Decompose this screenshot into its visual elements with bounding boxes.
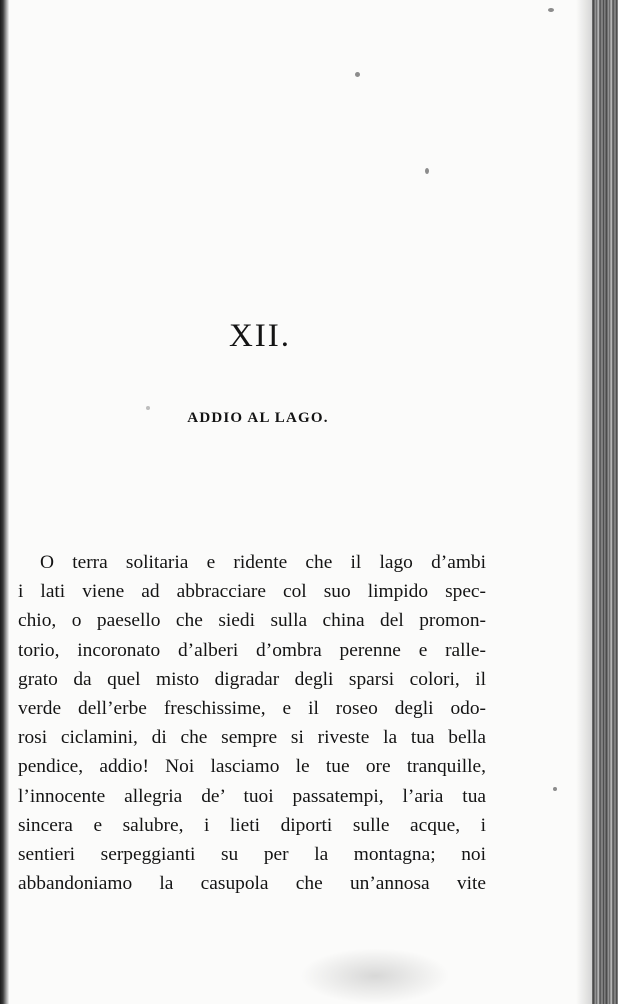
chapter-title: ADDIO AL LAGO.	[187, 410, 329, 426]
paper-speck	[425, 168, 429, 174]
text-line: grato da quel misto digradar degli sparsi colori, il	[18, 668, 486, 690]
text-line: chio, o paesello che siedi sulla china del promon-	[18, 610, 486, 632]
text-line: rosi ciclamini, di che sempre si riveste la tua bella	[18, 727, 486, 749]
paper-speck	[548, 8, 554, 12]
text-line: sentieri serpeggianti su per la montagna; noi	[18, 844, 486, 866]
paper-smudge	[300, 948, 450, 1004]
text-line: verde dell’erbe freschissime, e il roseo degli odo-	[18, 698, 486, 720]
text-line: O terra solitaria e ridente che il lago d’ambi	[40, 552, 486, 573]
text-line: l’innocente allegria de’ tuoi passatempi, l’aria tua	[18, 785, 486, 807]
paper-speck	[553, 787, 557, 791]
text-line: abbandoniamo la casupola che un’annosa vite	[18, 873, 486, 895]
paper-speck	[355, 72, 360, 77]
body-paragraph	[18, 548, 486, 898]
text-line: pendice, addio! Noi lasciamo le tue ore tranquille,	[18, 756, 486, 778]
chapter-number: XII.	[228, 318, 292, 354]
text-line: torio, incoronato d’alberi d’ombra perenne e ralle-	[18, 639, 486, 661]
text-line: i lati viene ad abbracciare col suo limpido spec-	[18, 581, 486, 603]
text-line: sincera e salubre, i lieti diporti sulle acque, i	[18, 814, 486, 836]
page-left-edge	[0, 0, 9, 1004]
page-right-edge	[592, 0, 618, 1004]
page-gutter-shadow	[576, 0, 592, 1004]
